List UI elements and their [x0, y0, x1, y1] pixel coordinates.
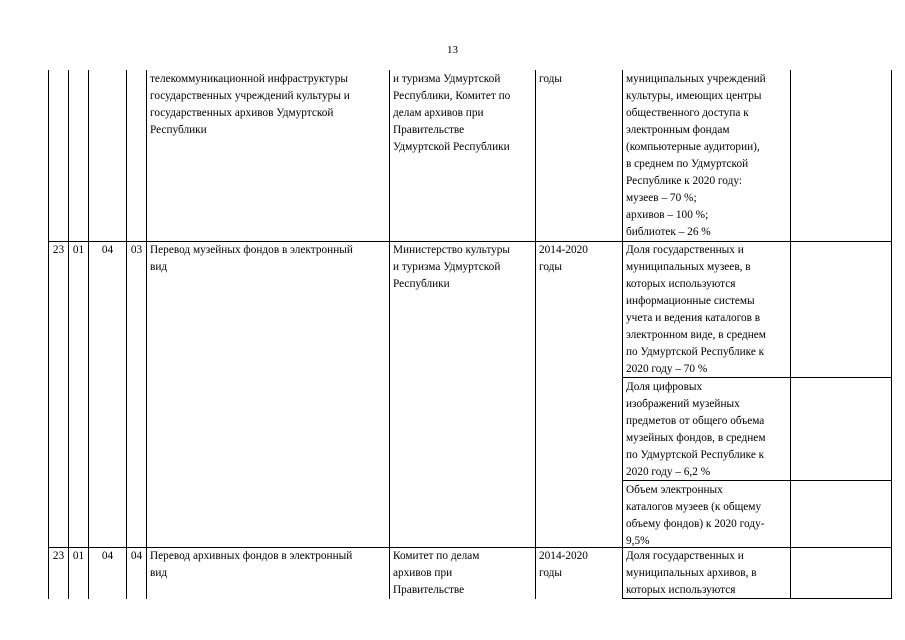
executor-cell	[389, 241, 535, 547]
code-cell-2: 01	[68, 547, 88, 599]
value-cell	[790, 241, 892, 547]
executor-line: Республики	[393, 278, 450, 290]
value-block	[791, 480, 891, 547]
indicator-block	[623, 241, 790, 377]
event-name-line: телекоммуникационной инфраструктуры	[150, 73, 348, 85]
indicator-line: предметов от общего объема	[626, 415, 765, 427]
indicator-line: по Удмуртской Республике к	[626, 346, 765, 358]
table-row	[48, 70, 892, 241]
code-cell-4	[126, 70, 146, 241]
indicator-line: 9,5%	[626, 535, 650, 547]
period-line: годы	[539, 261, 563, 273]
code-cell-2	[68, 70, 88, 241]
indicator-cell	[622, 547, 790, 599]
period-line: годы	[539, 567, 563, 579]
executor-line: Правительстве	[393, 584, 465, 596]
indicator-line: объему фондов) к 2020 году-	[626, 518, 765, 530]
executor-line: Правительстве	[393, 124, 465, 136]
row-divider	[622, 598, 892, 599]
indicator-line: общественного доступа к	[626, 107, 749, 119]
period-line: 2014-2020	[539, 550, 588, 562]
indicator-line: муниципальных архивов, в	[626, 567, 757, 579]
event-name-cell	[146, 241, 389, 547]
indicator-line: 2020 году – 6,2 %	[626, 466, 711, 478]
code-cell-3: 04	[88, 547, 126, 599]
indicator-line: Доля государственных и	[626, 550, 744, 562]
indicator-line: библиотек – 26 %	[626, 226, 711, 238]
code-cell-4: 04	[126, 547, 146, 599]
code-cell-3: 04	[88, 241, 126, 547]
indicator-line: информационные системы	[626, 295, 755, 307]
indicator-line: которых используются	[626, 278, 736, 290]
executor-line: и туризма Удмуртской	[393, 73, 501, 85]
indicator-line: муниципальных музеев, в	[626, 261, 751, 273]
executor-line: архивов при	[393, 567, 453, 579]
event-name-line: государственных архивов Удмуртской	[150, 107, 334, 119]
indicator-line: (компьютерные аудитории),	[626, 141, 760, 153]
indicator-line: электронным фондам	[626, 124, 730, 136]
event-name-cell	[146, 70, 389, 241]
code-cell-1	[48, 70, 68, 241]
event-name-line: вид	[150, 567, 168, 579]
executor-line: Республики, Комитет по	[393, 90, 511, 102]
event-name-line: Перевод музейных фондов в электронный	[150, 244, 353, 256]
indicator-line: музеев – 70 %;	[626, 192, 697, 204]
code-cell-1: 23	[48, 547, 68, 599]
table-row	[48, 241, 892, 547]
indicator-line: Доля цифровых	[626, 381, 703, 393]
indicator-line: культуры, имеющих центры	[626, 90, 762, 102]
event-name-line: государственных учреждений культуры и	[150, 90, 350, 102]
value-cell	[790, 70, 892, 241]
period-line: годы	[539, 73, 563, 85]
value-block	[791, 241, 891, 377]
period-cell	[535, 241, 622, 547]
period-cell	[535, 70, 622, 241]
indicator-line: Доля государственных и	[626, 244, 744, 256]
indicator-line: по Удмуртской Республике к	[626, 449, 765, 461]
value-block	[791, 377, 891, 480]
page-number: 13	[447, 44, 458, 56]
indicator-cell	[622, 241, 790, 547]
code-cell-2: 01	[68, 241, 88, 547]
executor-line: Министерство культуры	[393, 244, 510, 256]
indicator-line: в среднем по Удмуртской	[626, 158, 749, 170]
event-name-cell	[146, 547, 389, 599]
indicator-line: которых используются	[626, 584, 736, 596]
executor-cell	[389, 70, 535, 241]
event-name-line: Республики	[150, 124, 207, 136]
indicator-line: каталогов музеев (к общему	[626, 501, 762, 513]
executor-cell	[389, 547, 535, 599]
executor-line: делам архивов при	[393, 107, 484, 119]
code-cell-1: 23	[48, 241, 68, 547]
indicator-line: 2020 году – 70 %	[626, 363, 708, 375]
executor-line: Комитет по делам	[393, 550, 480, 562]
indicator-line: Объем электронных	[626, 484, 723, 496]
indicator-line: электронном виде, в среднем	[626, 329, 766, 341]
event-name-line: Перевод архивных фондов в электронный	[150, 550, 353, 562]
period-line: 2014-2020	[539, 244, 588, 256]
indicator-block	[623, 480, 790, 547]
indicator-block	[623, 377, 790, 480]
indicator-line: изображений музейных	[626, 398, 740, 410]
table-row	[48, 547, 892, 599]
indicator-cell	[622, 70, 790, 241]
executor-line: Удмуртской Республики	[393, 141, 510, 153]
indicator-line: Республике к 2020 году:	[626, 175, 742, 187]
executor-line: и туризма Удмуртской	[393, 261, 501, 273]
event-name-line: вид	[150, 261, 168, 273]
indicator-line: архивов – 100 %;	[626, 209, 709, 221]
indicator-line: муниципальных учреждений	[626, 73, 766, 85]
period-cell	[535, 547, 622, 599]
value-cell	[790, 547, 892, 599]
code-cell-3	[88, 70, 126, 241]
indicator-line: учета и ведения каталогов в	[626, 312, 761, 324]
indicator-line: музейных фондов, в среднем	[626, 432, 766, 444]
code-cell-4: 03	[126, 241, 146, 547]
